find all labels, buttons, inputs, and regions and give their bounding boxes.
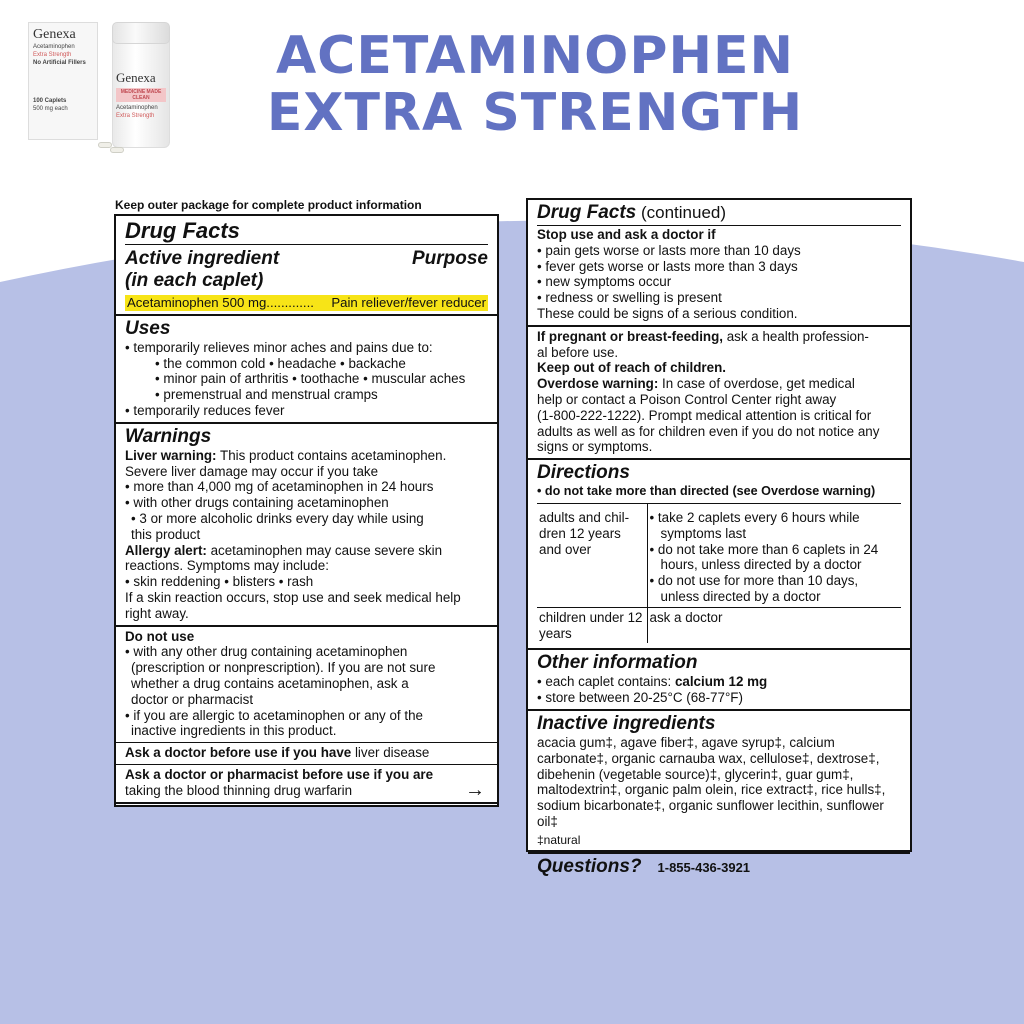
bottle-name: Acetaminophen — [116, 105, 158, 111]
inactive-ingredients-text: acacia gum‡, agave fiber‡, agave syrup‡, calcium carbonate‡, organic carnauba wax, cellulose‡, dextrose‡, dibehenin (vegetable source)‡, glycerin‡, guar gum‡, maltodextrin‡, organic palm olein, rice extract‡, rice hulls‡, sodium bicarbonate‡, organic sunflower lecithin, sunflower oil‡ — [537, 734, 886, 829]
box-brand: Genexa — [33, 27, 76, 42]
warning-line: Severe liver damage may occur if you take — [125, 463, 379, 479]
directions-age-cell: children under 12 years — [537, 607, 647, 643]
allergy-line: reactions. Symptoms may include: — [125, 558, 329, 574]
directions-age-cell: adults and chil- dren 12 years and over — [537, 503, 647, 607]
directions-heading: Directions — [537, 462, 630, 484]
directions-item: • do not use for more than 10 days, unless directed by a doctor — [649, 573, 859, 604]
do-not-use-line: whether a drug contains acetaminophen, ask a — [131, 675, 409, 691]
bottle-brand: Genexa — [116, 70, 156, 85]
uses-line: • temporarily relieves minor aches and pains due to: — [125, 339, 433, 355]
ask-doctor-text: liver disease — [351, 745, 430, 761]
stop-use-line: • pain gets worse or lasts more than 10 days — [537, 242, 801, 258]
active-ingredient-row — [125, 295, 488, 311]
other-information-section — [528, 650, 910, 711]
other-info-line: • store between 20-25°C (68-77°F) — [537, 690, 743, 706]
uses-section — [116, 316, 497, 424]
questions-section — [528, 854, 910, 881]
warnings-heading: Warnings — [125, 425, 212, 447]
allergy-line: • skin reddening • blisters • rash — [125, 574, 314, 590]
do-not-use-line: • with any other drug containing acetaminophen — [125, 644, 408, 660]
allergy-alert-text: acetaminophen may cause severe skin — [206, 542, 443, 558]
caplet — [110, 147, 124, 153]
do-not-use-line: inactive ingredients in this product. — [131, 723, 337, 739]
title-line-1: ACETAMINOPHEN — [275, 26, 795, 86]
ask-pharmacist-label: Ask a doctor or pharmacist before use if you are — [125, 766, 434, 782]
stop-use-line: • new symptoms occur — [537, 274, 672, 290]
continue-arrow-icon: → — [465, 779, 485, 802]
other-information-heading: Other information — [537, 652, 698, 674]
overdose-line: signs or symptoms. — [537, 439, 653, 455]
stop-use-line: • fever gets worse or lasts more than 3 days — [537, 258, 798, 274]
warning-line: • 3 or more alcoholic drinks every day while using — [131, 510, 424, 526]
product-box — [28, 22, 98, 140]
overdose-line: (1-800-222-1222). Prompt medical attention is critical for — [537, 407, 872, 423]
inactive-ingredients-heading: Inactive ingredients — [537, 712, 716, 734]
uses-heading: Uses — [125, 317, 171, 339]
active-ingredient-section — [116, 216, 497, 316]
active-ingredient-label: Active ingredient — [125, 248, 280, 269]
box-strength: Extra Strength — [33, 52, 72, 58]
ask-doctor-label: Ask a doctor before use if you have — [125, 745, 352, 761]
directions-note: • do not take more than directed (see Overdose warning) — [537, 484, 876, 499]
bottle-cap — [112, 22, 170, 44]
stop-use-section — [528, 200, 910, 327]
directions-item: • take 2 caplets every 6 hours while symptoms last — [649, 509, 860, 541]
liver-warning-label: Liver warning: — [125, 447, 217, 463]
keep-out-of-reach: Keep out of reach of children. — [537, 360, 726, 376]
directions-item: • do not take more than 6 caplets in 24 hours, unless directed by a doctor — [649, 541, 879, 573]
questions-label: Questions? — [537, 855, 642, 877]
drug-facts-panel-left — [114, 214, 499, 807]
other-info-calcium: calcium 12 mg — [674, 674, 768, 690]
liver-warning-text: This product contains acetaminophen. — [216, 447, 447, 463]
overdose-text: In case of overdose, get medical — [658, 376, 855, 392]
allergy-line: right away. — [125, 605, 189, 621]
package-note: Keep outer package for complete product information — [115, 198, 422, 212]
do-not-use-line: (prescription or nonprescription). If you are not sure — [131, 660, 436, 676]
do-not-use-line: doctor or pharmacist — [131, 691, 254, 707]
drug-facts-heading: Drug Facts — [125, 218, 488, 245]
uses-line: • minor pain of arthritis • toothache • muscular aches — [155, 371, 466, 387]
directions-table — [537, 503, 901, 643]
pregnancy-label: If pregnant or breast-feeding, — [537, 328, 723, 344]
overdose-line: help or contact a Poison Control Center right away — [537, 391, 837, 407]
overdose-line: adults as well as for children even if you do not notice any — [537, 423, 880, 439]
overdose-label: Overdose warning: — [537, 376, 659, 392]
allergy-alert-label: Allergy alert: — [125, 542, 207, 558]
drug-facts-panel-right — [526, 198, 912, 877]
bottle-strength: Extra Strength — [116, 113, 155, 119]
uses-line: • premenstrual and menstrual cramps — [155, 387, 378, 403]
table-row — [537, 607, 901, 643]
stop-use-line: • redness or swelling is present — [537, 290, 722, 306]
active-ingredient-sub: (in each caplet) — [125, 270, 264, 291]
uses-line: • the common cold • headache • backache — [155, 355, 406, 371]
inactive-ingredients-note: ‡natural — [537, 832, 581, 847]
product-image — [28, 22, 168, 154]
directions-section — [528, 460, 910, 650]
pregnancy-overdose-section — [528, 327, 910, 460]
do-not-use-line: • if you are allergic to acetaminophen or any of the — [125, 707, 423, 723]
active-ingredient-purpose: Pain reliever/fever reducer — [331, 295, 486, 310]
ask-pharmacist-section — [116, 765, 497, 804]
purpose-label: Purpose — [411, 248, 488, 269]
warning-line: • with other drugs containing acetaminophen — [125, 495, 389, 511]
box-tag: No Artificial Fillers — [33, 60, 86, 66]
bottle-band: MEDICINE MADE CLEAN — [116, 88, 166, 102]
allergy-line: If a skin reaction occurs, stop use and seek medical help — [125, 589, 461, 605]
title-line-2: EXTRA STRENGTH — [266, 83, 804, 143]
continued-label: (continued) — [636, 203, 727, 222]
box-count: 100 Caplets — [33, 98, 67, 104]
ask-doctor-section — [116, 743, 497, 765]
box-dose: 500 mg each — [33, 106, 68, 112]
active-ingredient-name: Acetaminophen 500 mg............. — [127, 295, 314, 310]
warnings-section — [116, 424, 497, 627]
stop-use-line: These could be signs of a serious condition. — [537, 305, 798, 321]
inactive-ingredients-section — [528, 711, 910, 854]
do-not-use-heading: Do not use — [125, 628, 195, 644]
drug-facts-continued-heading: Drug Facts — [537, 202, 637, 223]
box-name: Acetaminophen — [33, 44, 75, 50]
directions-dose-cell — [647, 503, 901, 607]
pregnancy-line: al before use. — [537, 344, 619, 360]
questions-phone: 1-855-436-3921 — [657, 859, 751, 875]
warning-line: this product — [131, 526, 201, 542]
directions-dose-cell: ask a doctor — [647, 607, 901, 643]
stop-use-heading: Stop use and ask a doctor if — [537, 227, 716, 242]
warning-line: • more than 4,000 mg of acetaminophen in 24 hours — [125, 479, 434, 495]
other-info-text: • each caplet contains: — [537, 674, 675, 690]
bottle-label — [116, 70, 166, 120]
uses-line: • temporarily reduces fever — [125, 402, 285, 418]
do-not-use-section — [116, 627, 497, 744]
ask-pharmacist-text: taking the blood thinning drug warfarin — [125, 782, 353, 798]
table-row — [537, 503, 901, 607]
page-title — [215, 28, 855, 142]
pregnancy-text: ask a health profession- — [723, 328, 869, 344]
